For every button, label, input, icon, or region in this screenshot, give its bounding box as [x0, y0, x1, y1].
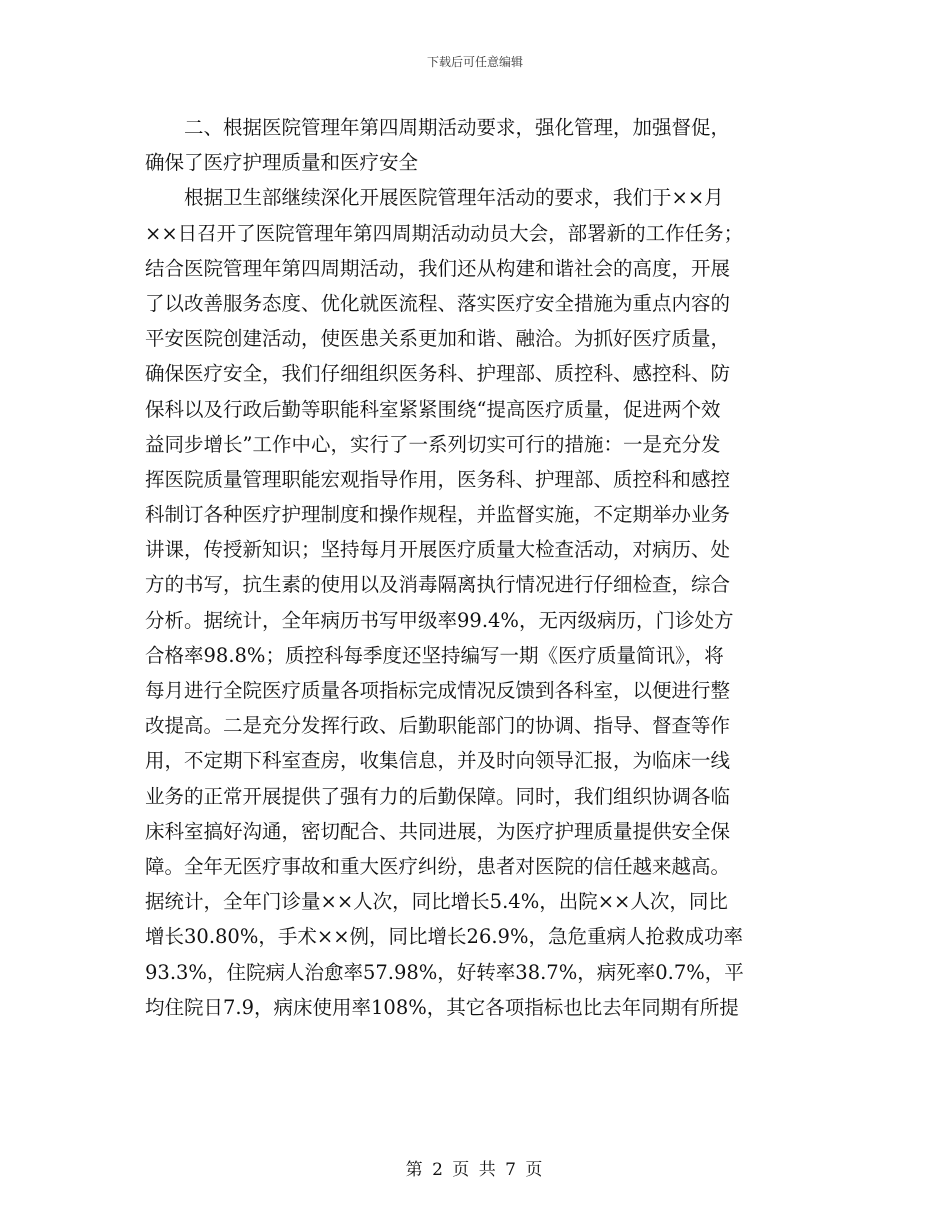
page-header: 下载后可任意编辑: [426, 55, 523, 69]
text-line: 二、根据医院管理年第四周期活动要求，强化管理，加强督促，: [145, 116, 731, 139]
text-line: 用，不定期下科室查房，收集信息，并及时向领导汇报，为临床一线: [145, 749, 731, 773]
text-line: ××日召开了医院管理年第四周期活动动员大会，部署新的工作任务；: [145, 221, 744, 245]
text-line: 据统计，全年门诊量××人次，同比增长5.4%，出院××人次，同比: [145, 890, 728, 914]
text-line: 合格率98.8%；质控科每季度还坚持编写一期《医疗质量简讯》，将: [145, 643, 724, 667]
text-line: 障。全年无医疗事故和重大医疗纠纷，患者对医院的信任越来越高。: [145, 854, 731, 878]
document-body: [145, 110, 810, 1025]
text-line: 每月进行全院医疗质量各项指标完成情况反馈到各科室，以便进行整: [145, 679, 731, 702]
text-line: 结合医院管理年第四周期活动，我们还从构建和谐社会的高度，开展: [145, 256, 731, 280]
text-line: 确保医疗安全，我们仔细组织医务科、护理部、质控科、感控科、防: [145, 362, 731, 386]
text-line: 了以改善服务态度、优化就医流程、落实医疗安全措施为重点内容的: [145, 291, 731, 315]
text-line: 93.3%，住院病人治愈率57.98%，好转率38.7%，病死率0.7%，平: [145, 960, 744, 984]
text-line: 方的书写，抗生素的使用以及消毒隔离执行情况进行仔细检查，综合: [145, 573, 731, 597]
text-line: 均住院日7.9，病床使用率108%，其它各项指标也比去年同期有所提: [145, 995, 739, 1019]
text-line: 益同步增长”工作中心，实行了一系列切实可行的措施：一是充分发: [145, 432, 721, 456]
text-line: 平安医院创建活动，使医患关系更加和谐、融洽。为抓好医疗质量，: [145, 327, 731, 351]
text-line: 保科以及行政后勤等职能科室紧紧围绕“提高医疗质量，促进两个效: [145, 397, 721, 421]
text-line: 业务的正常开展提供了强有力的后勤保障。同时，我们组织协调各临: [145, 784, 731, 808]
text-line: 增长30.80%，手术××例，同比增长26.9%，急危重病人抢救成功率: [145, 925, 743, 949]
text-line: 讲课，传授新知识；坚持每月开展医疗质量大检查活动，对病历、处: [145, 538, 731, 562]
text-line: 改提高。二是充分发挥行政、后勤职能部门的协调、指导、督查等作: [145, 714, 731, 738]
text-line: 根据卫生部继续深化开展医院管理年活动的要求，我们于××月: [145, 186, 724, 210]
text-line: 挥医院质量管理职能宏观指导作用，医务科、护理部、质控科和感控: [145, 467, 731, 491]
text-line: 科制订各种医疗护理制度和操作规程，并监督实施，不定期举办业务: [145, 503, 731, 527]
page-number-footer: 第 2 页 共 7 页: [405, 1160, 545, 1180]
text-line: 床科室搞好沟通，密切配合、共同进展，为医疗护理质量提供安全保: [145, 819, 731, 843]
text-line: 分析。据统计，全年病历书写甲级率99.4%，无丙级病历，门诊处方: [145, 608, 734, 632]
text-line: 确保了医疗护理质量和医疗安全: [145, 151, 419, 175]
